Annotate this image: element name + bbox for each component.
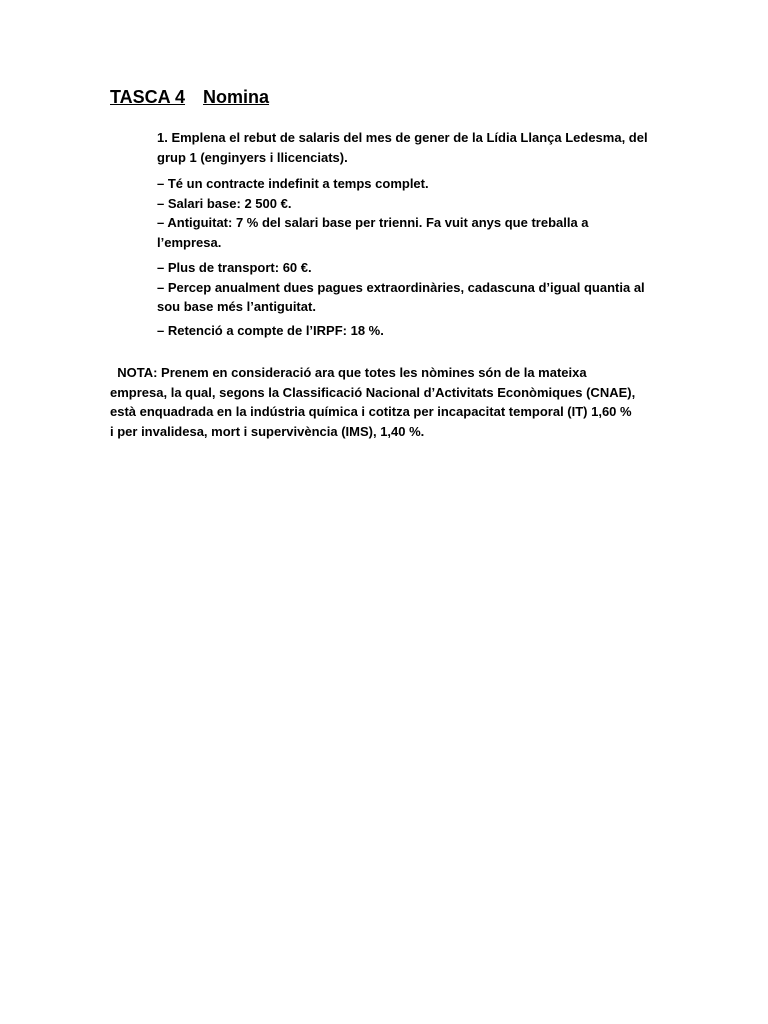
question-line: 1. Emplena el rebut de salaris del mes de gener de la Lídia Llança Ledesma, del: [157, 130, 648, 145]
condition-line: sou base més l’antiguitat.: [157, 299, 316, 314]
question-paragraph: [157, 128, 677, 167]
question-line: grup 1 (enginyers i llicenciats).: [157, 149, 348, 165]
condition-line: – Percep anualment dues pagues extraordinàries, cadascuna d’igual quantia al: [157, 279, 645, 295]
condition-line: – Retenció a compte de l’IRPF: 18 %.: [157, 323, 384, 338]
condition-line: – Plus de transport: 60 €.: [157, 260, 312, 275]
condition-line: – Salari base: 2 500 €.: [157, 195, 292, 211]
title-subject: Nomina: [203, 87, 270, 107]
condition-line: l’empresa.: [157, 234, 222, 250]
title-task-number: TASCA 4: [110, 87, 186, 107]
note-line: NOTA: Prenem en consideració ara que totes les nòmines són de la mateixa: [110, 365, 587, 380]
condition-line: – Antiguitat: 7 % del salari base per trienni. Fa vuit anys que treballa a: [157, 215, 589, 230]
note-line: està enquadrada en la indústria química i cotitza per incapacitat temporal (IT) 1,60 %: [110, 404, 632, 419]
conditions-block-3: [157, 321, 677, 341]
note-line: i per invalidesa, mort i supervivència (IMS), 1,40 %.: [110, 423, 425, 439]
document-title: [110, 87, 269, 108]
conditions-block-1: [157, 174, 677, 252]
note-paragraph: [110, 363, 670, 441]
condition-line: – Té un contracte indefinit a temps complet.: [157, 176, 429, 191]
conditions-block-2: [157, 258, 677, 317]
note-line: empresa, la qual, segons la Classificació Nacional d’Activitats Econòmiques (CNAE),: [110, 384, 636, 400]
